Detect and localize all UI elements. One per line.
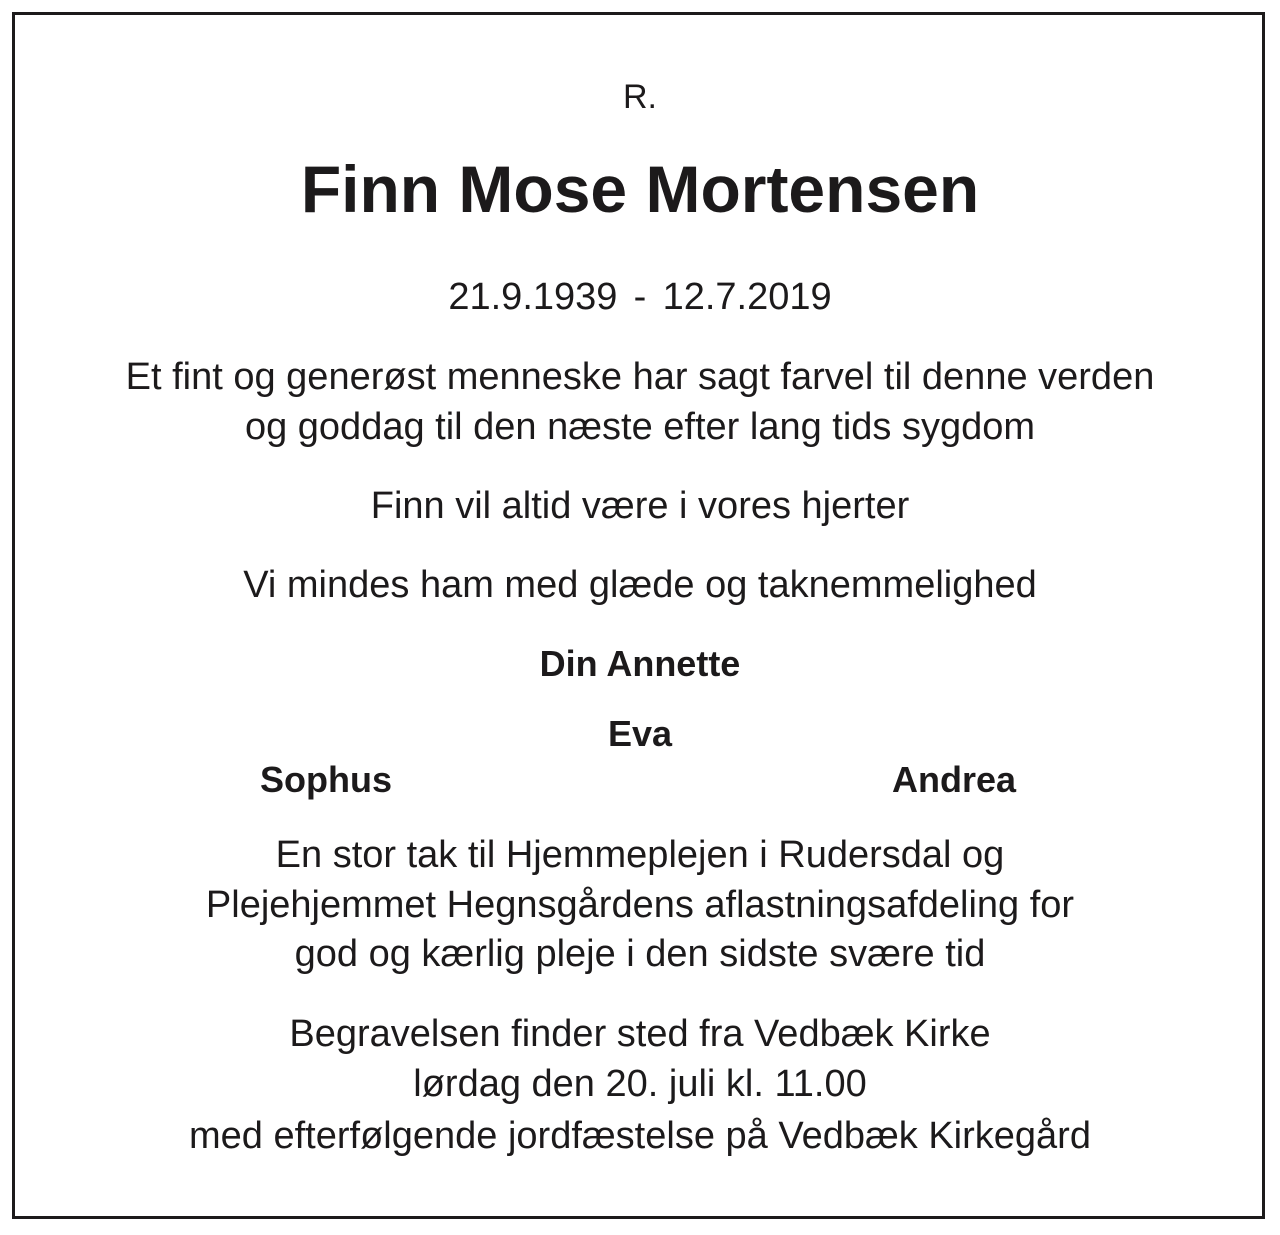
funeral-info-line: lørdag den 20. juli kl. 11.00 xyxy=(413,1063,867,1105)
verse-line: Et fint og generøst menneske har sagt farvel til denne verden xyxy=(125,356,1155,398)
verse-line: og goddag til den næste efter lang tids sygdom xyxy=(244,406,1036,448)
thanks-line: god og kærlig pleje i den sidste svære tid xyxy=(294,933,986,975)
initial-r: R. xyxy=(623,78,657,116)
verse-line: Finn vil altid være i vores hjerter xyxy=(370,485,910,527)
life-dates: 21.9.1939 - 12.7.2019 xyxy=(448,276,832,318)
signature-andrea: Andrea xyxy=(891,759,1017,800)
funeral-info-line: med efterfølgende jordfæstelse på Vedbæk Kirkegård xyxy=(189,1115,1091,1157)
signature-din-annette: Din Annette xyxy=(539,643,741,684)
funeral-info-line: Begravelsen finder sted fra Vedbæk Kirke xyxy=(289,1013,991,1055)
thanks-line: Plejehjemmet Hegnsgårdens aflastningsafdeling for xyxy=(205,884,1075,926)
verse-line: Vi mindes ham med glæde og taknemmelighed xyxy=(243,564,1037,606)
signature-eva: Eva xyxy=(607,713,673,754)
signature-sophus: Sophus xyxy=(260,759,392,800)
deceased-name: Finn Mose Mortensen xyxy=(300,152,980,226)
thanks-line: En stor tak til Hjemmeplejen i Rudersdal og xyxy=(275,834,1005,876)
